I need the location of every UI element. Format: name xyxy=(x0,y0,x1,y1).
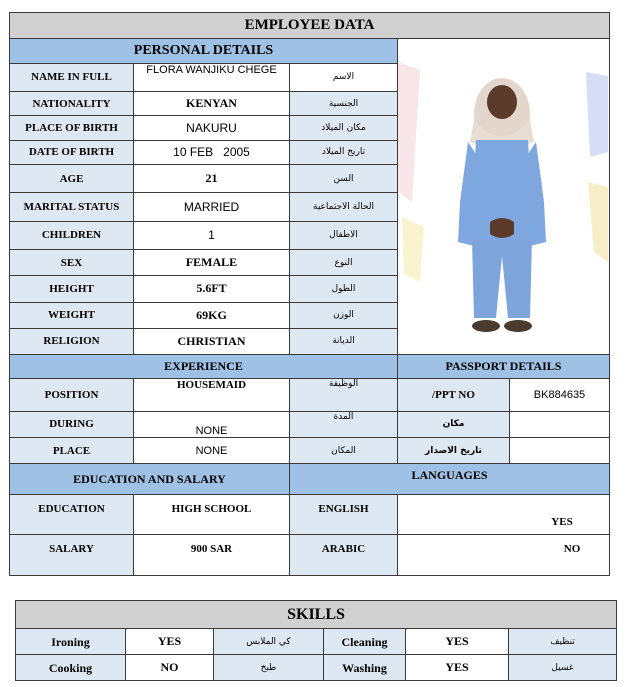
skill-cooking-label: Cooking xyxy=(16,655,126,681)
employee-photo-icon xyxy=(398,42,608,352)
name-label: NAME IN FULL xyxy=(10,63,134,91)
skills-table xyxy=(15,600,617,681)
ppt-no-label: PPT NO/ xyxy=(398,379,510,411)
date-of-issue-label: تاريخ الاصدار xyxy=(398,438,510,464)
children-value: 1 xyxy=(134,221,290,249)
place-of-birth-label: PLACE OF BIRTH xyxy=(10,116,134,140)
during-label: DURING xyxy=(10,411,134,437)
during-arabic-label: المدة xyxy=(290,411,398,437)
date-of-birth-value: 10 FEB 2005 xyxy=(134,140,290,164)
skills-heading: SKILLS xyxy=(16,601,617,629)
skill-cleaning-arabic: تنظيف xyxy=(509,629,617,655)
salary-label: SALARY xyxy=(10,535,134,576)
marital-status-label: MARITAL STATUS xyxy=(10,193,134,221)
religion-value: CHRISTIAN xyxy=(134,328,290,354)
sex-value: FEMALE xyxy=(134,249,290,275)
skill-washing-value: YES xyxy=(406,655,509,681)
religion-arabic-label: الديانة xyxy=(290,328,398,354)
age-value: 21 xyxy=(134,164,290,192)
nationality-arabic-label: الجنسية xyxy=(290,91,398,115)
english-label: ENGLISH xyxy=(290,494,398,535)
place-of-issue-value xyxy=(510,411,610,437)
children-label: CHILDREN xyxy=(10,221,134,249)
nationality-value: KENYAN xyxy=(134,91,290,115)
place-of-birth-arabic-label: مكان الميلاد xyxy=(290,116,398,140)
skill-cleaning-label: Cleaning xyxy=(324,629,406,655)
page-title: EMPLOYEE DATA xyxy=(10,13,610,39)
skill-ironing-value: YES xyxy=(126,629,214,655)
date-of-issue-value xyxy=(510,438,610,464)
children-arabic-label: الاطفال xyxy=(290,221,398,249)
name-arabic-label: الاسم xyxy=(290,63,398,91)
position-value: HOUSEMAID xyxy=(134,379,290,411)
age-arabic-label: السن xyxy=(290,164,398,192)
nationality-label: NATIONALITY xyxy=(10,91,134,115)
weight-label: WEIGHT xyxy=(10,302,134,328)
position-label: POSITION xyxy=(10,379,134,411)
marital-status-arabic-label: الحالة الاجتماعية xyxy=(290,193,398,221)
height-label: HEIGHT xyxy=(10,276,134,302)
date-of-birth-arabic-label: تاريخ الميلاد xyxy=(290,140,398,164)
marital-status-value: MARRIED xyxy=(134,193,290,221)
passport-heading: PASSPORT DETAILS xyxy=(398,355,610,379)
date-of-birth-label: DATE OF BIRTH xyxy=(10,140,134,164)
religion-label: RELIGION xyxy=(10,328,134,354)
weight-value: 69KG xyxy=(134,302,290,328)
skill-ironing-label: Ironing xyxy=(16,629,126,655)
salary-value: 900 SAR xyxy=(134,535,290,576)
employee-data-table xyxy=(9,12,610,576)
skill-cooking-value: NO xyxy=(126,655,214,681)
english-value: YES xyxy=(398,494,610,535)
sex-arabic-label: النوع xyxy=(290,249,398,275)
education-salary-heading: EDUCATION AND SALARY xyxy=(10,464,290,494)
skill-cleaning-value: YES xyxy=(406,629,509,655)
name-value: FLORA WANJIKU CHEGE xyxy=(134,63,290,91)
employee-photo xyxy=(398,39,610,355)
place-arabic-label: المكان xyxy=(290,438,398,464)
arabic-language-value: NO xyxy=(398,535,610,576)
education-value: HIGH SCHOOL xyxy=(134,494,290,535)
weight-arabic-label: الوزن xyxy=(290,302,398,328)
age-label: AGE xyxy=(10,164,134,192)
arabic-language-label: ARABIC xyxy=(290,535,398,576)
place-of-issue-label: مكان xyxy=(398,411,510,437)
skill-washing-arabic: غسيل xyxy=(509,655,617,681)
personal-details-heading: PERSONAL DETAILS xyxy=(10,39,398,63)
skill-ironing-arabic: كي الملابس xyxy=(214,629,324,655)
education-label: EDUCATION xyxy=(10,494,134,535)
sex-label: SEX xyxy=(10,249,134,275)
height-arabic-label: الطول xyxy=(290,276,398,302)
experience-heading: EXPERIENCE xyxy=(10,355,398,379)
skill-cooking-arabic: طبخ xyxy=(214,655,324,681)
languages-heading: LANGUAGES xyxy=(290,464,610,494)
place-label: PLACE xyxy=(10,438,134,464)
place-of-birth-value: NAKURU xyxy=(134,116,290,140)
ppt-no-value: BK884635 xyxy=(510,379,610,411)
position-arabic-label: الوظيفة xyxy=(290,379,398,411)
place-value: NONE xyxy=(134,438,290,464)
skill-washing-label: Washing xyxy=(324,655,406,681)
during-value: NONE xyxy=(134,411,290,437)
height-value: 5.6FT xyxy=(134,276,290,302)
